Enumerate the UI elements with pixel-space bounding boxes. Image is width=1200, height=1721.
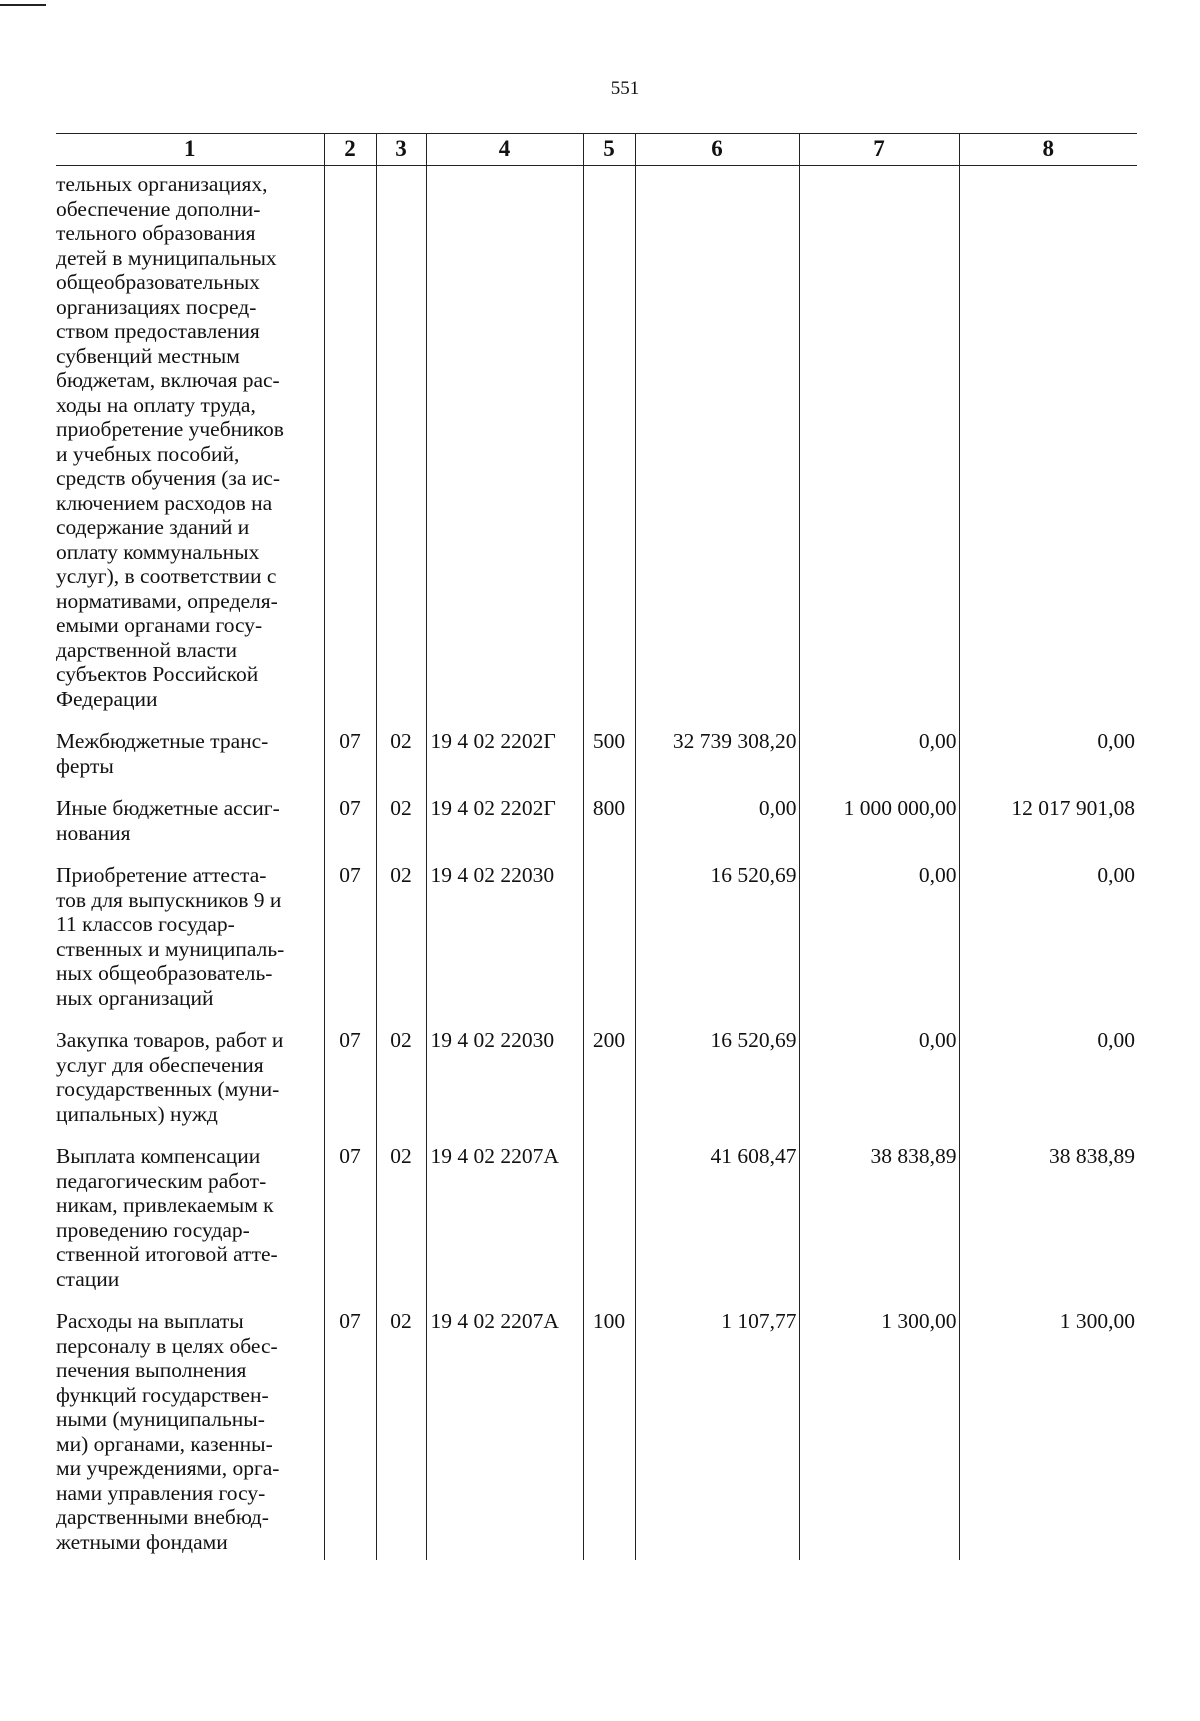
- row-amount-col7: 0,00: [799, 1010, 959, 1126]
- row-expense-type: [583, 845, 635, 1010]
- row-expense-type: 500: [583, 711, 635, 778]
- row-target-code: 19 4 02 2202Г: [426, 711, 583, 778]
- row-section: 07: [324, 1126, 376, 1291]
- row-target-code: 19 4 02 2202Г: [426, 778, 583, 845]
- row-expense-type: 100: [583, 1291, 635, 1560]
- budget-table: [56, 133, 1137, 1560]
- column-header-1: 1: [56, 134, 324, 166]
- table-row: [56, 1291, 1137, 1560]
- row-amount-col6: 32 739 308,20: [635, 711, 799, 778]
- row-amount-col6: 16 520,69: [635, 1010, 799, 1126]
- row-subsection: 02: [376, 1126, 426, 1291]
- row-amount-col8: 0,00: [959, 711, 1137, 778]
- row-name: Межбюджетные транс- ферты: [56, 729, 269, 778]
- row-subsection: 02: [376, 778, 426, 845]
- table-row: [56, 778, 1137, 845]
- row-section: 07: [324, 1291, 376, 1560]
- row-name: тельных организациях, обеспечение дополни- тельного образования детей в муниципальных общеобразовательных организациях посред- ством предоставления субвенций местным бюджетам, включая рас- ходы на оплату труда, приобретение учебников и учебных пособий, средств обучения (за ис- ключением расходов на содержание зданий и оплату коммунальных услуг), в соответствии с нормативами, определя- емыми органами госу- дарственной власти субъектов Российской Федерации: [56, 172, 284, 711]
- row-amount-col8: [959, 166, 1137, 712]
- row-section: 07: [324, 1010, 376, 1126]
- row-section: [324, 166, 376, 712]
- row-amount-col7: 0,00: [799, 845, 959, 1010]
- row-amount-col6: 41 608,47: [635, 1126, 799, 1291]
- row-target-code: [426, 166, 583, 712]
- row-target-code: 19 4 02 22030: [426, 1010, 583, 1126]
- row-section: 07: [324, 711, 376, 778]
- row-amount-col7: 0,00: [799, 711, 959, 778]
- column-header-3: 3: [376, 134, 426, 166]
- row-amount-col8: 1 300,00: [959, 1291, 1137, 1560]
- row-subsection: 02: [376, 845, 426, 1010]
- row-amount-col7: [799, 166, 959, 712]
- column-header-8: 8: [959, 134, 1137, 166]
- row-amount-col8: 38 838,89: [959, 1126, 1137, 1291]
- header-row: [56, 134, 1137, 166]
- row-subsection: [376, 166, 426, 712]
- table-row: [56, 166, 1137, 712]
- page-number: 551: [610, 78, 640, 99]
- row-amount-col6: [635, 166, 799, 712]
- row-section: 07: [324, 778, 376, 845]
- row-expense-type: [583, 1126, 635, 1291]
- table-row: [56, 845, 1137, 1010]
- table-row: [56, 711, 1137, 778]
- row-amount-col7: 1 300,00: [799, 1291, 959, 1560]
- row-target-code: 19 4 02 2207А: [426, 1291, 583, 1560]
- row-amount-col8: 12 017 901,08: [959, 778, 1137, 845]
- row-name: Приобретение аттеста- тов для выпускников 9 и 11 классов государ- ственных и муниципаль- ных общеобразователь- ных организаций: [56, 863, 285, 1010]
- row-name: Закупка товаров, работ и услуг для обеспечения государственных (муни- ципальных) нужд: [56, 1028, 284, 1126]
- row-amount-col6: 1 107,77: [635, 1291, 799, 1560]
- row-amount-col7: 1 000 000,00: [799, 778, 959, 845]
- row-target-code: 19 4 02 22030: [426, 845, 583, 1010]
- column-header-4: 4: [426, 134, 583, 166]
- column-header-2: 2: [324, 134, 376, 166]
- row-subsection: 02: [376, 1291, 426, 1560]
- column-header-7: 7: [799, 134, 959, 166]
- row-target-code: 19 4 02 2207А: [426, 1126, 583, 1291]
- row-amount-col6: 16 520,69: [635, 845, 799, 1010]
- row-name: Иные бюджетные ассиг- нования: [56, 796, 280, 845]
- column-header-5: 5: [583, 134, 635, 166]
- row-expense-type: 800: [583, 778, 635, 845]
- row-amount-col8: 0,00: [959, 1010, 1137, 1126]
- corner-scan-line: [0, 4, 46, 6]
- row-amount-col6: 0,00: [635, 778, 799, 845]
- row-expense-type: [583, 166, 635, 712]
- row-amount-col7: 38 838,89: [799, 1126, 959, 1291]
- row-subsection: 02: [376, 1010, 426, 1126]
- table-row: [56, 1126, 1137, 1291]
- row-subsection: 02: [376, 711, 426, 778]
- row-expense-type: 200: [583, 1010, 635, 1126]
- row-name: Выплата компенсации педагогическим работ- никам, привлекаемым к проведению государ- ственной итоговой атте- стации: [56, 1144, 278, 1291]
- column-header-6: 6: [635, 134, 799, 166]
- row-name: Расходы на выплаты персоналу в целях обес- печения выполнения функций государствен- ными (муниципальны- ми) органами, казенны- ми учреждениями, орга- нами управления госу- дарственными внебюд- жетными фондами: [56, 1309, 280, 1554]
- row-section: 07: [324, 845, 376, 1010]
- row-amount-col8: 0,00: [959, 845, 1137, 1010]
- table-row: [56, 1010, 1137, 1126]
